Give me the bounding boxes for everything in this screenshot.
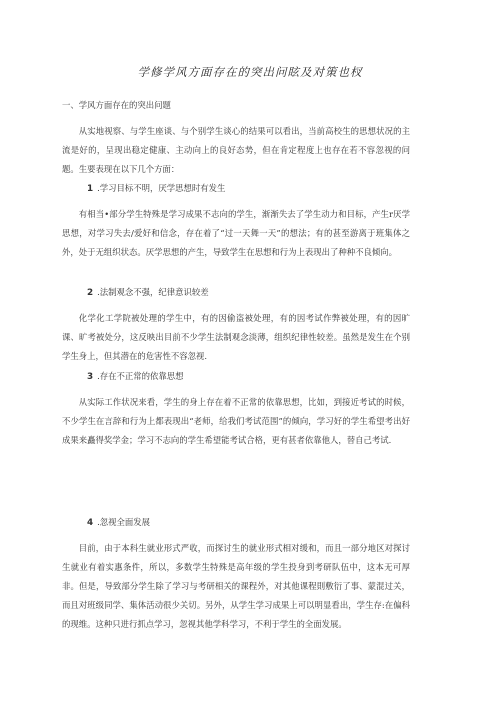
section-heading: 一、学风方面存在的突出问题 xyxy=(62,100,171,110)
item-3-number: 3 xyxy=(87,372,94,382)
item-1-body: 有相当•部分学生特殊是学习成果不志向的学生，渐渐失去了学生动力和目标，产生r厌学思想，对学习失去/爱好和信念，存在着了“过一天舞一天”的想法；有的甚至游离于班集体之外，处于无组织状态。厌学思想的产生，导致学生在思想和行为上表现出了种种不良倾向。 xyxy=(62,209,410,257)
item-4-body: 目前，由于本科生就业形式严收，而探讨生的就业形式相对缓和，而且一部分地区对探讨生就业有着实惠条件，所以，多数学生特殊是高年级的学生投身到考研队伍中，这本无可厚非。但是，导致部分学生除了学习与考研相关的课程外，对其他课程則敷衍了事、蒙混过关，而且对班级同学、集体活动很少关切。另外，从学生学习成果上可以明显看出，学生存:在偏科的现维。这种只进行抓点学习，忽视其他学科学习，不利于学生的全面发展。 xyxy=(62,543,410,629)
item-1-heading xyxy=(87,182,225,194)
item-2-number: 2 xyxy=(87,288,94,298)
item-3-title: .存在不正常的依靠思想 xyxy=(97,371,184,381)
item-2-heading xyxy=(87,286,209,298)
intro-paragraph: 从实地视察、与学生座谈、与个别学生谈心的结果可以看出，当前高校生的思想状况的主流是好的，呈现出稳定健康、主动向上的良好态势，但在肯定程度上也存在若不容忽视的问题。生要表现在以下几个方面： xyxy=(62,126,410,174)
item-3-heading xyxy=(87,370,184,382)
item-2-body: 化学化工学院被处理的学生中，有的因偷盗被处理，有的因考试作弊被处理，有的因旷课、旷考被处分，这反映出目前不少学生法制观念淡薄，组织纪律性较差。虽然是发生在个别学生身上，但其潜在的危害性不容忽视. xyxy=(62,313,410,361)
item-2-title: .法制观念不强，纪律意识较差 xyxy=(97,287,209,297)
item-4-heading xyxy=(87,516,150,528)
item-4-title: .忽视全面发展 xyxy=(97,517,151,527)
document-title: 学修学风方面存在的突出问眩及对策也杈 xyxy=(137,65,363,79)
item-3-body: 从实际工作状况来看，学生的身上存在着不正常的依靠思想，比如，到接近考试的时候，不少学生在言辞和行为上都表现出“老师，给我们考试范围”的倾向，学习好的学生希望考出好成果来矗得奖学金；学习不志向的学生希望能考试合格，更有甚者依靠他人，替自己考试. xyxy=(62,397,410,445)
item-1-title: .学习目标不明，厌学思想时有发生 xyxy=(97,183,226,193)
item-4-number: 4 xyxy=(87,518,94,528)
item-1-number: 1 xyxy=(87,184,94,194)
